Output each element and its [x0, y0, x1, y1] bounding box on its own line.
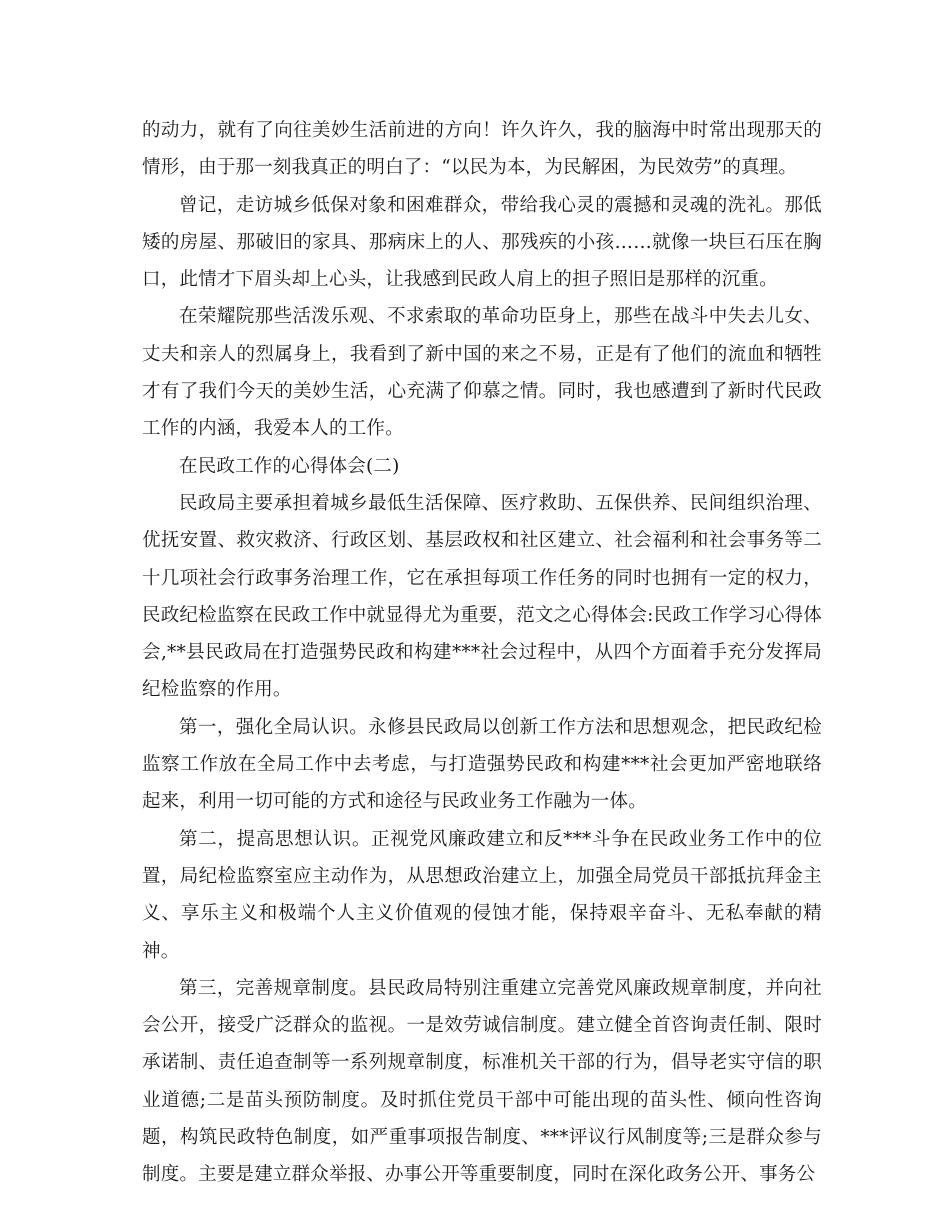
paragraph-7: 第二，提高思想认识。正视党风廉政建立和反***斗争在民政业务工作中的位置，局纪检监察室应主动作为，从思想政治建立上，加强全局党员干部抵抗拜金主义、享乐主义和极端个人主义价值观的侵蚀才能，保持艰辛奋斗、无私奉献的精神。 — [142, 828, 822, 962]
paragraph-1: 的动力，就有了向往美妙生活前进的方向！许久许久，我的脑海中时常出现那天的情形，由于那一刻我真正的明白了：“以民为本，为民解困，为民效劳”的真理。 — [142, 120, 822, 179]
section-heading: 在民政工作的心得体会(二) — [179, 455, 400, 477]
paragraph-8: 第三，完善规章制度。县民政局特别注重建立完善党风廉政规章制度，并向社会公开，接受广泛群众的监视。一是效劳诚信制度。建立健全首咨询责任制、限时承诺制、责任追查制等一系列规章制度，标准机关干部的行为，倡导老实守信的职业道德;二是苗头预防制度。及时抓住党员干部中可能出现的苗头性、倾向性咨询题，构筑民政特色制度，如严重事项报告制度、***评议行风制度等;三是群众参与制度。主要是建立群众举报、办事公开等重要制度，同时在深化政务公开、事务公 — [142, 977, 822, 1186]
paragraph-3: 在荣耀院那些活泼乐观、不求索取的革命功臣身上，那些在战斗中失去儿女、丈夫和亲人的烈属身上，我看到了新中国的来之不易，正是有了他们的流血和牺牲才有了我们今天的美妙生活，心充满了仰慕之情。同时，我也感遭到了新时代民政工作的内涵，我爱本人的工作。 — [142, 306, 822, 440]
paragraph-6: 第一，强化全局认识。永修县民政局以创新工作方法和思想观念，把民政纪检监察工作放在全局工作中去考虑，与打造强势民政和构建***社会更加严密地联络起来，利用一切可能的方式和途径与民政业务工作融为一体。 — [142, 716, 822, 813]
paragraph-2: 曾记，走访城乡低保对象和困难群众，带给我心灵的震撼和灵魂的洗礼。那低矮的房屋、那破旧的家具、那病床上的人、那残疾的小孩……就像一块巨石压在胸口，此情才下眉头却上心头，让我感到民政人肩上的担子照旧是那样的沉重。 — [142, 194, 822, 291]
document-page — [142, 112, 822, 1194]
paragraph-5: 民政局主要承担着城乡最低生活保障、医疗救助、五保供养、民间组织治理、优抚安置、救灾救济、行政区划、基层政权和社区建立、社会福利和社会事务等二十几项社会行政事务治理工作，它在承担每项工作任务的同时也拥有一定的权力，民政纪检监察在民政工作中就显得尤为重要，范文之心得体会:民政工作学习心得体会,**县民政局在打造强势民政和构建***社会过程中，从四个方面着手充分发挥局纪检监察的作用。 — [142, 492, 822, 701]
